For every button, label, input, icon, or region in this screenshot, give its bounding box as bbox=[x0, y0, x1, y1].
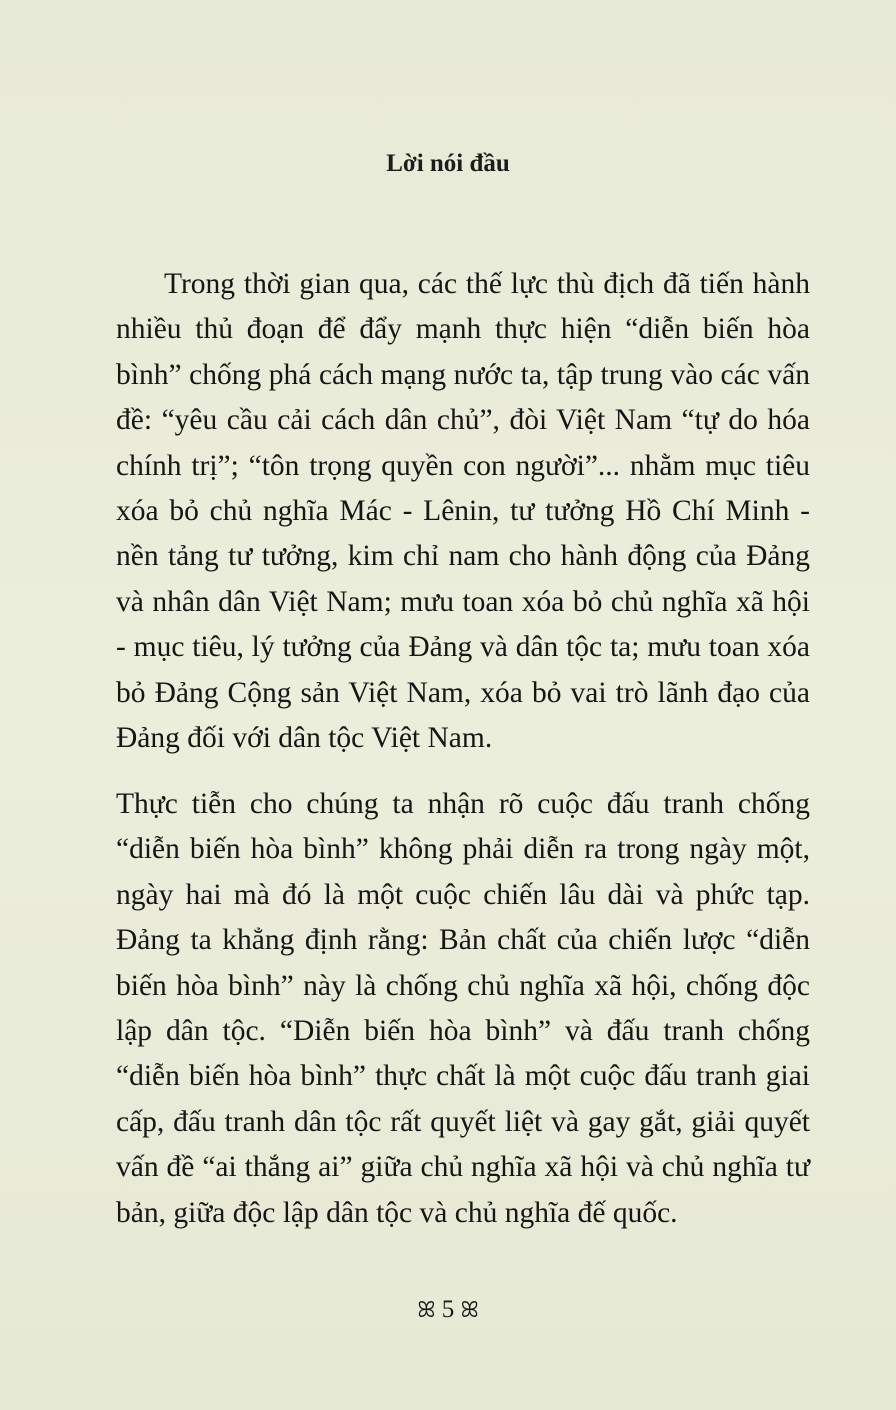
paragraph-2-line: ngày hai mà đó là một cuộc chiến lâu dài và phức tạp. bbox=[116, 878, 810, 911]
paragraph-1-line: Đảng đối với dân tộc Việt Nam. bbox=[116, 722, 493, 755]
paragraph-1-line: đề: “yêu cầu cải cách dân chủ”, đòi Việt Nam “tự do hóa bbox=[116, 404, 810, 437]
paragraph-2-line: lập dân tộc. “Diễn biến hòa bình” và đấu tranh chống bbox=[116, 1015, 810, 1048]
paragraph-1-line: nền tảng tư tưởng, kim chỉ nam cho hành động của Đảng bbox=[116, 540, 810, 573]
paragraph-2-line: “diễn biến hòa bình” không phải diễn ra trong ngày một, bbox=[116, 833, 810, 866]
paragraph-2-line: “diễn biến hòa bình” thực chất là một cuộc đấu tranh giai bbox=[116, 1060, 810, 1093]
paragraph-1-line: nhiều thủ đoạn để đẩy mạnh thực hiện “diễn biến hòa bbox=[116, 313, 810, 346]
paragraph-2-line: Đảng ta khẳng định rằng: Bản chất của chiến lược “diễn bbox=[116, 924, 810, 957]
paragraph-1-line: - mục tiêu, lý tưởng của Đảng và dân tộc ta; mưu toan xóa bbox=[116, 631, 810, 664]
paragraph-1-line: xóa bỏ chủ nghĩa Mác - Lênin, tư tưởng Hồ Chí Minh - bbox=[116, 495, 810, 528]
paragraph-1-line: Trong thời gian qua, các thế lực thù địch đã tiến hành bbox=[164, 268, 810, 300]
page-number: 5 bbox=[441, 1296, 455, 1323]
paragraph-2 bbox=[116, 782, 810, 1236]
paragraph-2-line: cấp, đấu tranh dân tộc rất quyết liệt và gay gắt, giải quyết bbox=[116, 1105, 810, 1138]
paragraph-1 bbox=[116, 262, 810, 761]
paragraph-1-line: bỏ Đảng Cộng sản Việt Nam, xóa bỏ vai trò lãnh đạo của bbox=[116, 676, 810, 709]
paragraph-1-line: và nhân dân Việt Nam; mưu toan xóa bỏ chủ nghĩa xã hội bbox=[116, 585, 810, 618]
paragraph-2-line: Thực tiễn cho chúng ta nhận rõ cuộc đấu tranh chống bbox=[116, 788, 810, 820]
right-ornament-icon: ꕤ bbox=[460, 1297, 479, 1322]
paragraph-2-line: vấn đề “ai thắng ai” giữa chủ nghĩa xã hội và chủ nghĩa tư bbox=[116, 1151, 810, 1184]
left-ornament-icon: ꕤ bbox=[417, 1297, 436, 1322]
page-folio bbox=[0, 1296, 896, 1324]
page-heading: Lời nói đầu bbox=[386, 150, 510, 177]
paragraph-2-line: biến hòa bình” này là chống chủ nghĩa xã hội, chống độc bbox=[116, 969, 810, 1002]
paragraph-1-line: chính trị”; “tôn trọng quyền con người”... nhằm mục tiêu bbox=[116, 449, 810, 482]
paragraph-2-line: bản, giữa độc lập dân tộc và chủ nghĩa đế quốc. bbox=[116, 1196, 678, 1229]
paragraph-1-line: bình” chống phá cách mạng nước ta, tập trung vào các vấn bbox=[116, 358, 810, 391]
